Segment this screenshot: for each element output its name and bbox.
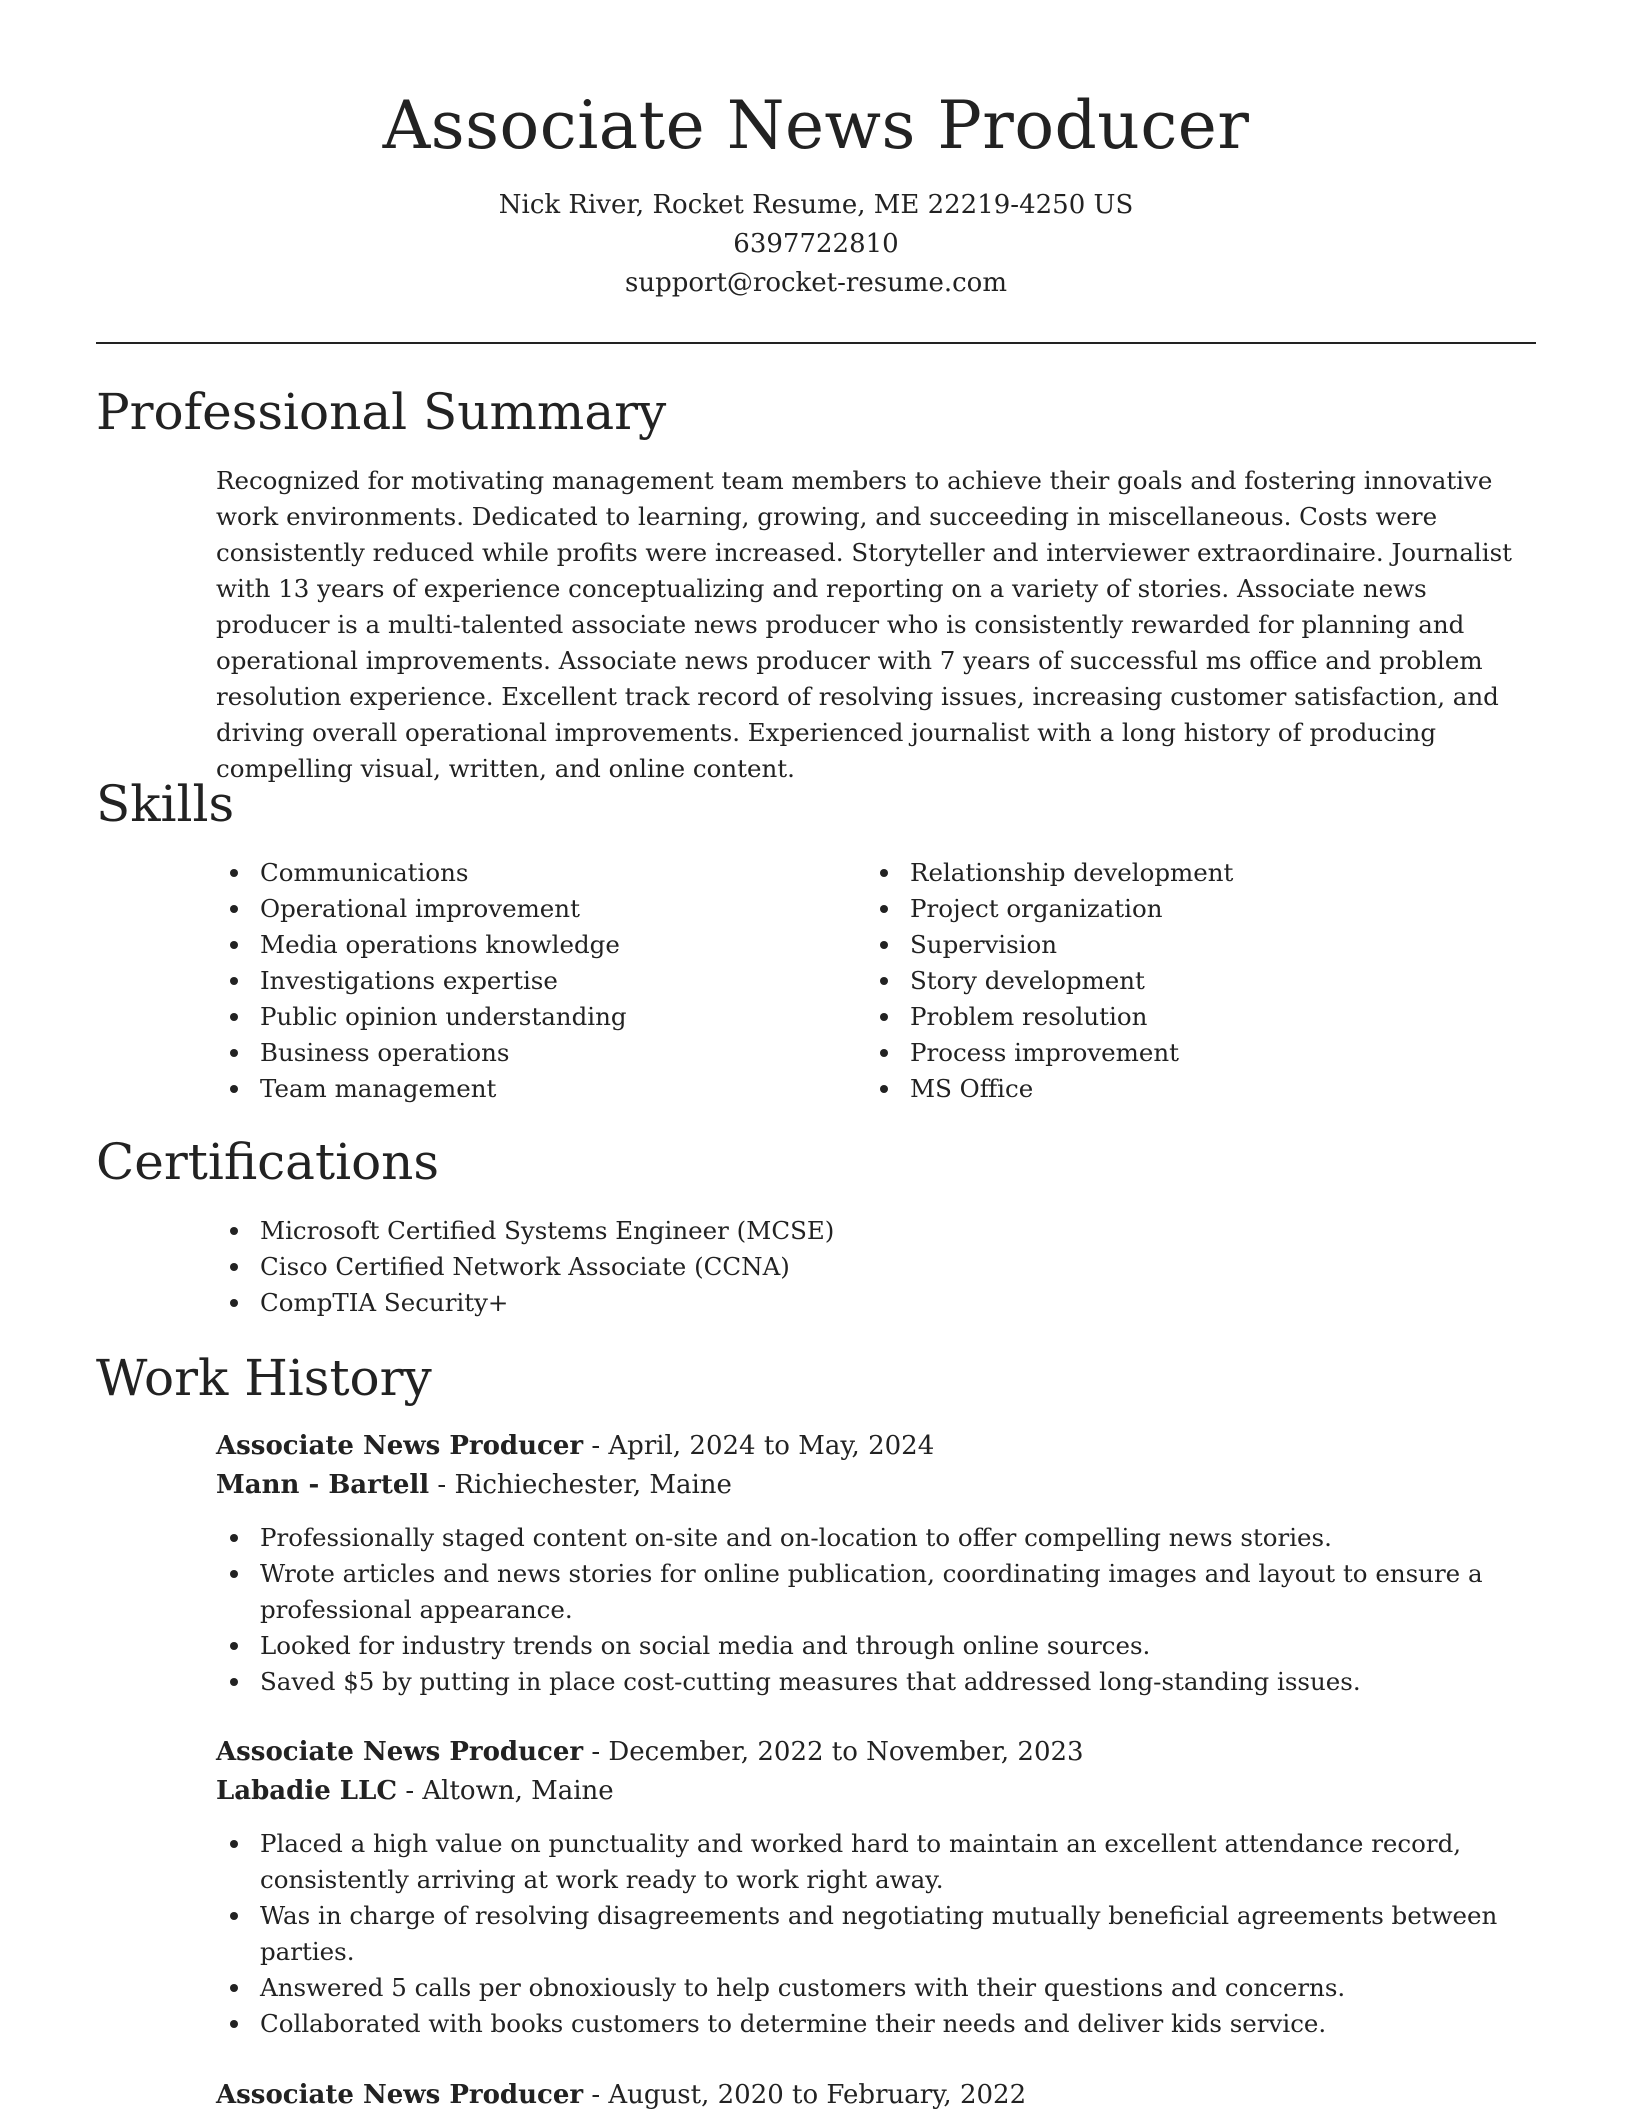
skill-item: Business operations xyxy=(216,1035,836,1071)
skill-item: Media operations knowledge xyxy=(216,927,836,963)
certification-item: Cisco Certified Network Associate (CCNA) xyxy=(216,1249,1526,1285)
contact-email: support@rocket-resume.com xyxy=(624,268,1007,298)
job-title: Associate News Producer xyxy=(216,1737,584,1767)
job-bullets xyxy=(216,1520,1526,1700)
contact-address: Nick River, Rocket Resume, ME 22219-4250 US xyxy=(498,190,1134,220)
certifications-block xyxy=(216,1213,1526,1321)
job-bullet: Placed a high value on punctuality and worked hard to maintain an excellent attendance record, consistently arriving at work ready to work right away. xyxy=(216,1826,1526,1898)
job-bullet: Answered 5 calls per obnoxiously to help customers with their questions and concerns. xyxy=(216,1970,1526,2006)
skills-column-right xyxy=(866,855,1486,1107)
job-location: - Altown, Maine xyxy=(397,1776,614,1806)
skill-item: Communications xyxy=(216,855,836,891)
job-title-line xyxy=(216,2076,1526,2115)
contact-info xyxy=(96,186,1536,303)
skill-item: Process improvement xyxy=(866,1035,1486,1071)
job-bullet: Wrote articles and news stories for online publication, coordinating images and layout to ensure a professional appearance. xyxy=(216,1556,1526,1628)
job-title-line xyxy=(216,1733,1526,1772)
job-entry xyxy=(216,1427,1526,1700)
job-bullet: Saved $5 by putting in place cost-cutting measures that addressed long-standing issues. xyxy=(216,1664,1526,1700)
skill-item: Project organization xyxy=(866,891,1486,927)
skills-heading: Skills xyxy=(96,775,235,833)
job-company: Labadie LLC xyxy=(216,1776,398,1806)
skills-list-right xyxy=(866,855,1486,1107)
job-company-line xyxy=(216,1772,1526,1811)
job-bullet: Professionally staged content on-site and on-location to offer compelling news stories. xyxy=(216,1520,1526,1556)
summary-text: Recognized for motivating management team members to achieve their goals and fostering innovative work environments. Dedicated to learning, growing, and succeeding in miscellaneous. Costs were consistently reduced while profits were increased. Storyteller and interviewer extraordinaire. Journalist with 13 years of experience conceptualizing and reporting on a variety of stories. Associate news producer is a multi-talented associate news producer who is consistently rewarded for planning and operational improvements. Associate news producer with 7 years of successful ms office and problem resolution experience. Excellent track record of resolving issues, increasing customer satisfaction, and driving overall operational improvements. Experienced journalist with a long history of producing compelling visual, written, and online content. xyxy=(216,466,1513,783)
job-bullet: Looked for industry trends on social media and through online sources. xyxy=(216,1628,1526,1664)
skill-item: Public opinion understanding xyxy=(216,999,836,1035)
certifications-heading: Certifications xyxy=(96,1133,440,1191)
job-title: Associate News Producer xyxy=(216,2080,584,2110)
job-dates: - August, 2020 to February, 2022 xyxy=(583,2080,1027,2110)
skill-item: Team management xyxy=(216,1071,836,1107)
certifications-list xyxy=(216,1213,1526,1321)
job-entry xyxy=(216,2076,1526,2115)
skill-item: Problem resolution xyxy=(866,999,1486,1035)
certification-item: CompTIA Security+ xyxy=(216,1285,1526,1321)
skill-item: Operational improvement xyxy=(216,891,836,927)
skill-item: Story development xyxy=(866,963,1486,999)
job-dates: - April, 2024 to May, 2024 xyxy=(583,1431,935,1461)
resume-title: Associate News Producer xyxy=(382,87,1250,164)
skill-item: MS Office xyxy=(866,1071,1486,1107)
job-title: Associate News Producer xyxy=(216,1431,584,1461)
header-divider xyxy=(96,342,1536,344)
job-dates: - December, 2022 to November, 2023 xyxy=(583,1737,1084,1767)
job-company-line xyxy=(216,1466,1526,1505)
certification-item: Microsoft Certified Systems Engineer (MCSE) xyxy=(216,1213,1526,1249)
summary-heading: Professional Summary xyxy=(96,383,667,441)
job-bullet: Collaborated with books customers to determine their needs and deliver kids service. xyxy=(216,2006,1526,2042)
job-bullet: Was in charge of resolving disagreements and negotiating mutually beneficial agreements between parties. xyxy=(216,1898,1526,1970)
skill-item: Relationship development xyxy=(866,855,1486,891)
job-bullets xyxy=(216,1826,1526,2042)
job-title-line xyxy=(216,1427,1526,1466)
work-history-heading: Work History xyxy=(96,1349,432,1407)
resume-header xyxy=(96,78,1536,303)
skill-item: Investigations expertise xyxy=(216,963,836,999)
skills-list-left xyxy=(216,855,836,1107)
job-location: - Richiechester, Maine xyxy=(429,1470,732,1500)
skills-column-left xyxy=(216,855,836,1107)
job-company: Mann - Bartell xyxy=(216,1470,430,1500)
contact-phone: 6397722810 xyxy=(733,229,899,259)
skill-item: Supervision xyxy=(866,927,1486,963)
job-entry xyxy=(216,1733,1526,2042)
